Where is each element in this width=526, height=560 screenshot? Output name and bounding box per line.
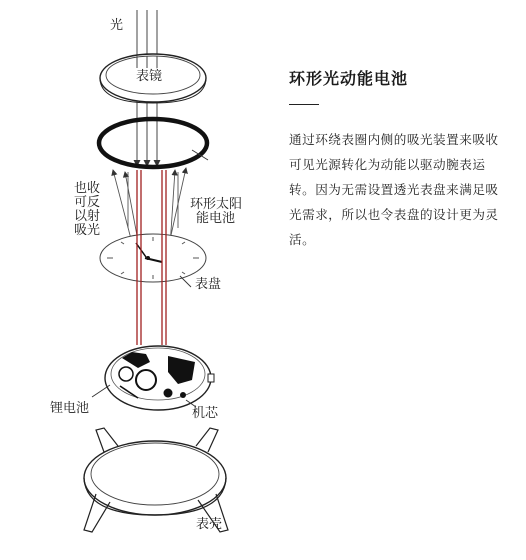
info-description: 通过环绕表圈内侧的吸光装置来吸收可见光源转化为动能以驱动腕表运转。因为无需设置透光表盘来满足吸光需求，所以也令表盘的设计更为灵活。 (289, 132, 499, 247)
ring-solar-cell (99, 119, 207, 167)
dial (100, 234, 206, 282)
label-absorb-line-1: 也收 (74, 181, 101, 196)
movement (105, 346, 214, 410)
label-ring-cell-line-2: 能电池 (196, 211, 236, 226)
label-dial: 表盘 (195, 277, 222, 292)
label-absorb-line-4: 吸光 (74, 223, 101, 238)
info-title: 环形光动能电池 (289, 69, 409, 88)
label-case: 表壳 (196, 517, 223, 532)
label-light: 光 (110, 18, 124, 33)
label-watch-glass: 表镜 (136, 69, 163, 84)
label-lithium-battery: 锂电池 (50, 401, 90, 416)
label-absorb-line-3: 以射 (74, 209, 101, 224)
label-absorb-line-2: 可反 (74, 195, 101, 210)
label-ring-cell-line-1: 环形太阳 (190, 197, 243, 212)
label-movement: 机芯 (192, 406, 219, 421)
title-underline (289, 104, 319, 105)
